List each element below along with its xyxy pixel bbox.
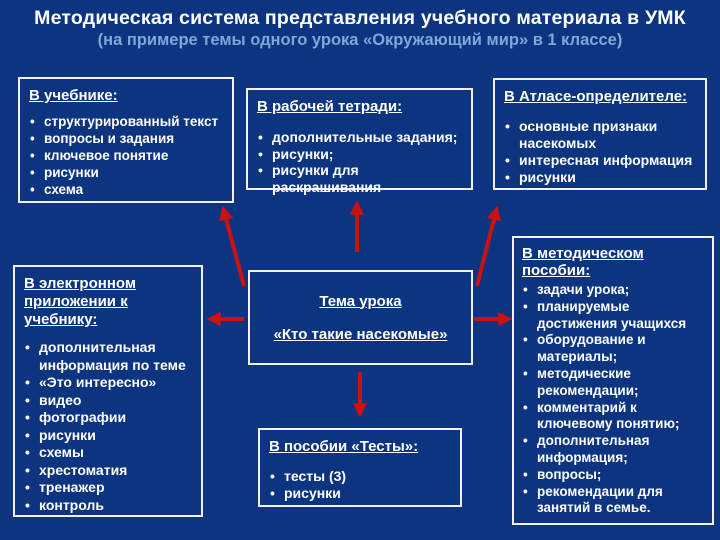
list-item [257, 146, 462, 163]
bullet-icon: • [25, 409, 30, 425]
list-item [522, 433, 704, 467]
list-item [504, 169, 696, 186]
bullet-icon: • [30, 131, 35, 146]
list-item-label: рисунки; [272, 145, 334, 162]
list-item [24, 392, 192, 410]
box-textbook [18, 77, 234, 203]
list-item [24, 339, 192, 374]
lesson-topic-label: Тема урока [319, 292, 402, 310]
list-item-label: основные признаки насекомых [519, 118, 658, 151]
bullet-icon: • [25, 496, 30, 513]
list-item [269, 468, 451, 485]
list-item [24, 374, 192, 392]
slide-subtitle: (на примере темы одного урока «Окружающий мир» в 1 классе) [97, 31, 623, 49]
box-workbook-list [257, 129, 462, 195]
list-item [29, 164, 223, 181]
box-textbook-list [29, 113, 223, 198]
list-item-label: рисунки [44, 165, 99, 180]
bullet-icon: • [258, 145, 263, 162]
bullet-icon: • [270, 485, 275, 501]
bullet-icon: • [30, 114, 35, 129]
list-item [24, 462, 192, 480]
list-item [24, 427, 192, 445]
list-item-label: планируемые достижения учащихся [537, 298, 687, 331]
box-methodical-guide-list [522, 282, 704, 517]
list-item [522, 484, 704, 518]
slide-title: Методическая система представления учебного материала в УМК [34, 7, 686, 29]
bullet-icon: • [30, 165, 35, 180]
list-item [522, 400, 704, 434]
slide-title-block [0, 6, 720, 51]
bullet-icon: • [523, 298, 528, 314]
box-methodical-guide [512, 236, 714, 525]
list-item-label: тесты (3) [284, 468, 347, 484]
list-item [522, 299, 704, 333]
bullet-icon: • [523, 332, 528, 348]
list-item-label: дополнительная информация; [537, 433, 650, 465]
list-item [29, 147, 223, 164]
bullet-icon: • [25, 444, 30, 460]
list-item [522, 282, 704, 299]
list-item-label: задачи урока; [537, 282, 630, 297]
list-item [24, 497, 192, 515]
list-item-label: «Это интересно» [39, 374, 157, 390]
box-lesson-topic [248, 270, 473, 365]
list-item-label: вопросы и задания [44, 131, 175, 146]
list-item [522, 467, 704, 484]
bullet-icon: • [505, 118, 510, 134]
bullet-icon: • [25, 391, 30, 408]
list-item [522, 332, 704, 366]
list-item [24, 479, 192, 497]
bullet-icon: • [25, 479, 30, 495]
bullet-icon: • [523, 466, 528, 482]
arrow-to-textbook [225, 215, 244, 286]
bullet-icon: • [523, 483, 528, 499]
box-tests [258, 428, 462, 507]
list-item-label: рисунки для раскрашивания [272, 162, 382, 195]
list-item [24, 409, 192, 427]
box-methodical-guide-header: В методическом пособии: [522, 245, 644, 279]
bullet-icon: • [25, 374, 30, 390]
list-item [257, 162, 462, 195]
list-item-label: оборудование и материалы; [537, 332, 646, 365]
bullet-icon: • [258, 129, 263, 145]
bullet-icon: • [505, 152, 510, 168]
arrow-to-atlas [477, 215, 495, 286]
box-tests-header: В пособии «Тесты»: [269, 438, 419, 455]
box-workbook [246, 88, 473, 195]
bullet-icon: • [523, 282, 528, 297]
list-item-label: тренажер [39, 479, 105, 495]
list-item [504, 118, 696, 152]
list-item-label: схемы [39, 444, 84, 460]
list-item [504, 152, 696, 169]
list-item-label: схема [44, 182, 84, 197]
bullet-icon: • [258, 162, 263, 178]
list-item-label: хрестоматия [39, 461, 128, 478]
box-atlas-list [504, 118, 696, 186]
list-item-label: видео [39, 391, 82, 408]
list-item [269, 485, 451, 502]
bullet-icon: • [505, 169, 510, 185]
list-item-label: контроль [39, 496, 104, 513]
bullet-icon: • [523, 399, 528, 415]
list-item-label: интересная информация [519, 152, 693, 168]
list-item-label: дополнительные задания; [272, 129, 458, 145]
bullet-icon: • [30, 148, 35, 163]
list-item-label: рисунки [519, 169, 576, 185]
box-atlas [493, 78, 707, 190]
list-item-label: рисунки [39, 426, 96, 443]
box-electronic-app [13, 265, 203, 517]
box-tests-list [269, 468, 451, 502]
box-workbook-header: В рабочей тетради: [257, 98, 403, 115]
list-item-label: фотографии [39, 409, 127, 425]
list-item-label: рекомендации для занятий в семье. [537, 483, 663, 516]
lesson-topic-title: «Кто такие насекомые» [273, 325, 448, 343]
list-item [257, 129, 462, 146]
box-electronic-app-list [24, 339, 192, 514]
list-item [29, 181, 223, 198]
list-item-label: ключевое понятие [44, 148, 169, 163]
list-item-label: рисунки [284, 485, 341, 501]
list-item-label: вопросы; [537, 466, 602, 482]
bullet-icon: • [30, 182, 35, 197]
list-item-label: комментарий к ключевому понятию; [537, 399, 680, 432]
list-item [29, 130, 223, 147]
box-electronic-app-header: В электронном приложении к учебнику: [24, 275, 136, 328]
bullet-icon: • [523, 365, 528, 381]
box-textbook-header: В учебнике: [29, 87, 118, 104]
list-item-label: методические рекомендации; [537, 365, 639, 398]
list-item [24, 444, 192, 462]
list-item [522, 366, 704, 400]
list-item-label: дополнительная информация по теме [39, 339, 186, 373]
box-atlas-header: В Атласе-определителе: [504, 88, 688, 105]
bullet-icon: • [25, 339, 30, 355]
list-item-label: структурированный текст [44, 114, 219, 129]
bullet-icon: • [270, 468, 275, 484]
bullet-icon: • [25, 426, 30, 443]
bullet-icon: • [25, 461, 30, 478]
list-item [29, 113, 223, 130]
bullet-icon: • [523, 433, 528, 449]
